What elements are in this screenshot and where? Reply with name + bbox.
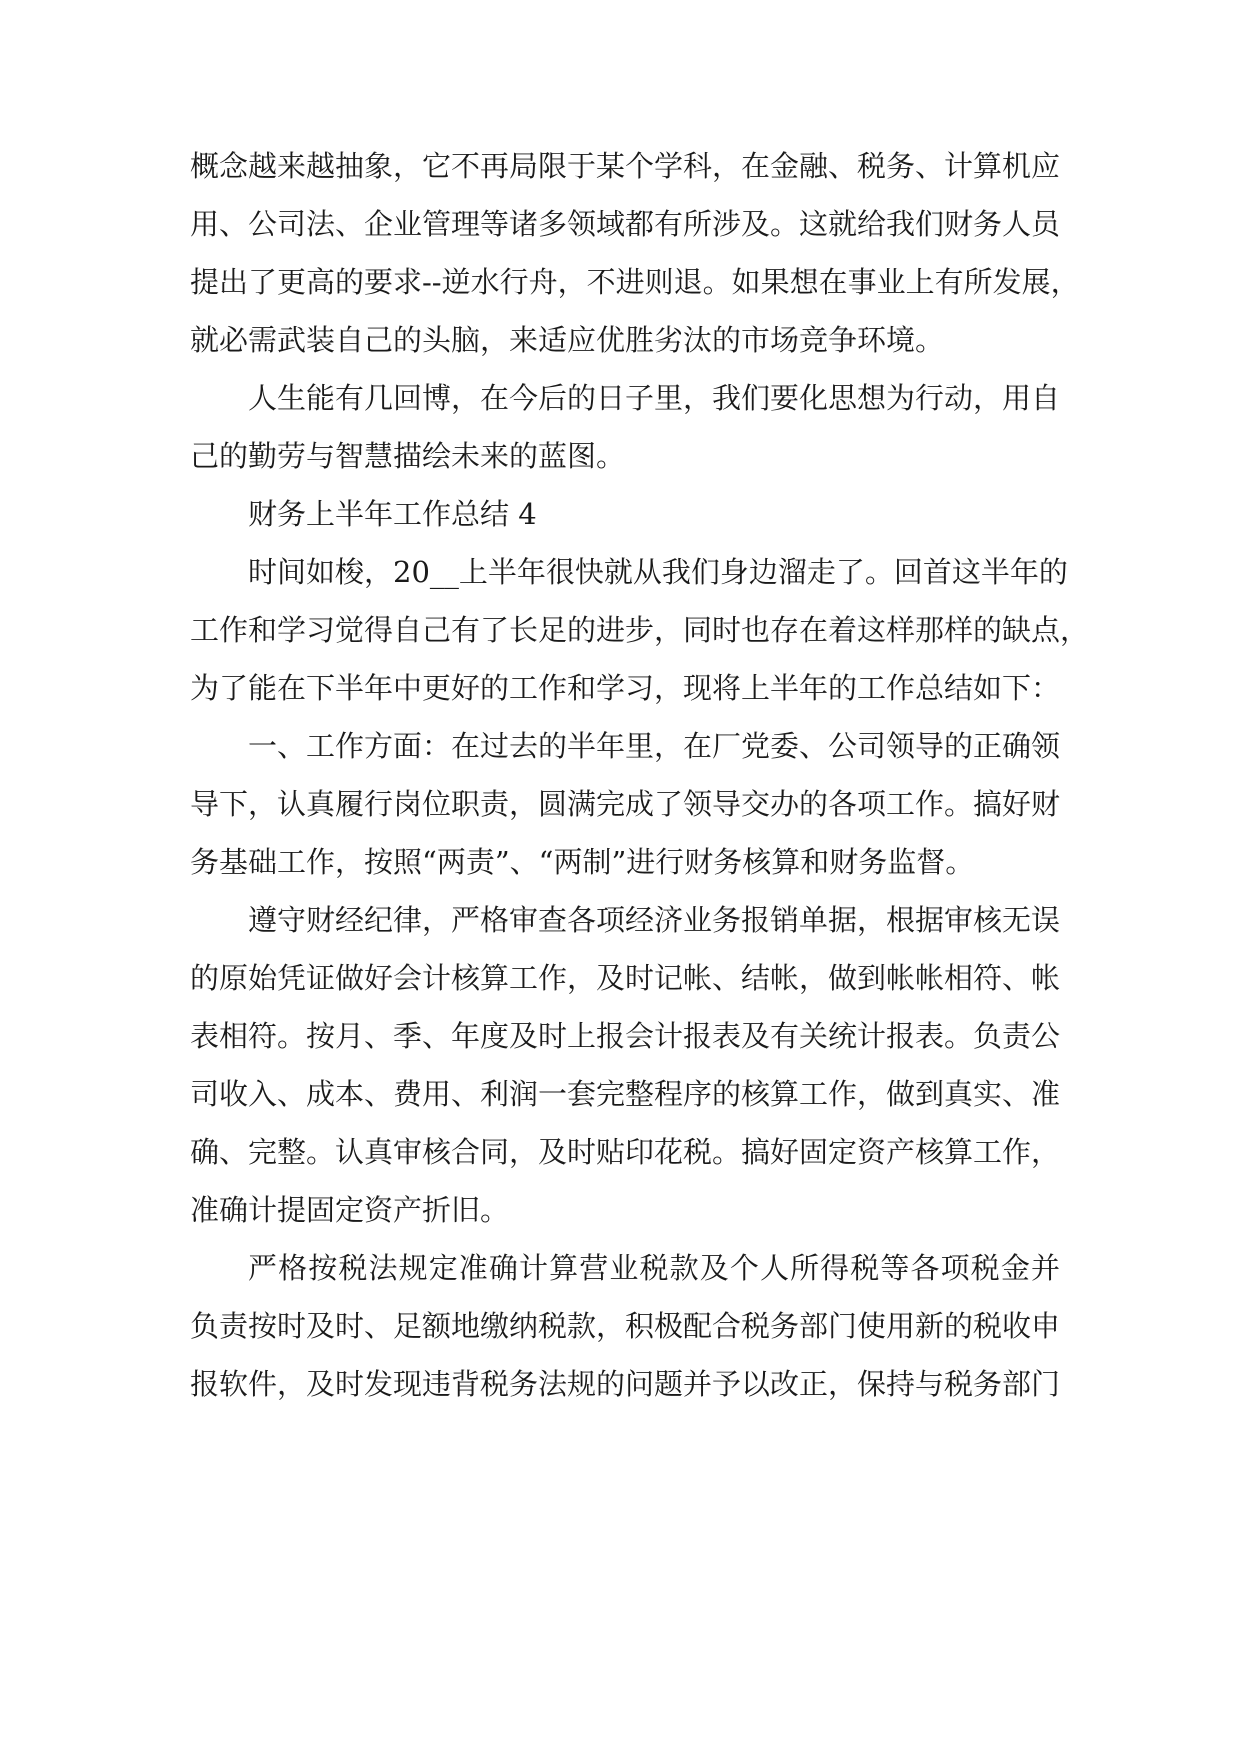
paragraph-block-4	[190, 717, 1060, 891]
text-line: 时间如梭，20__上半年很快就从我们身边溜走了。回首这半年的	[248, 555, 1068, 589]
text-line: 己的勤劳与智慧描绘未来的蓝图。	[190, 439, 626, 473]
text-line: 为了能在下半年中更好的工作和学习，现将上半年的工作总结如下：	[190, 671, 1061, 705]
paragraph-block-3	[190, 543, 1090, 717]
text-line: 务基础工作，按照“两责”、“两制”进行财务核算和财务监督。	[190, 845, 975, 879]
paragraph-block-5	[190, 891, 1060, 1239]
text-line: 表相符。按月、季、年度及时上报会计报表及有关统计报表。负责公	[190, 1019, 1061, 1053]
text-line: 工作和学习觉得自己有了长足的进步，同时也存在着这样那样的缺点，	[190, 613, 1090, 647]
paragraph-block-6	[190, 1239, 1060, 1413]
paragraph-block-2	[190, 369, 1060, 485]
text-line: 提出了更高的要求--逆水行舟，不进则退。如果想在事业上有所发展，	[190, 265, 1080, 299]
text-line: 遵守财经纪律，严格审查各项经济业务报销单据，根据审核无误	[248, 903, 1061, 937]
heading-line: 财务上半年工作总结 4	[248, 497, 537, 531]
text-line: 用、公司法、企业管理等诸多领域都有所涉及。这就给我们财务人员	[190, 207, 1061, 241]
section-heading	[190, 485, 1060, 543]
text-line: 就必需武装自己的头脑，来适应优胜劣汰的市场竞争环境。	[190, 323, 945, 357]
text-line: 负责按时及时、足额地缴纳税款，积极配合税务部门使用新的税收申	[190, 1309, 1061, 1343]
text-line: 确、完整。认真审核合同，及时贴印花税。搞好固定资产核算工作，	[190, 1135, 1061, 1169]
text-line: 的原始凭证做好会计核算工作，及时记帐、结帐，做到帐帐相符、帐	[190, 961, 1061, 995]
text-line: 导下，认真履行岗位职责，圆满完成了领导交办的各项工作。搞好财	[190, 787, 1061, 821]
text-line: 准确计提固定资产折旧。	[190, 1193, 510, 1227]
text-line: 一、工作方面：在过去的半年里，在厂党委、公司领导的正确领	[248, 729, 1061, 763]
text-line: 概念越来越抽象，它不再局限于某个学科，在金融、税务、计算机应	[190, 149, 1061, 183]
text-line: 司收入、成本、费用、利润一套完整程序的核算工作，做到真实、准	[190, 1077, 1061, 1111]
text-line: 严格按税法规定准确计算营业税款及个人所得税等各项税金并	[248, 1251, 1060, 1285]
text-line: 报软件，及时发现违背税务法规的问题并予以改正，保持与税务部门	[190, 1367, 1061, 1401]
text-line: 人生能有几回博，在今后的日子里，我们要化思想为行动，用自	[248, 381, 1061, 415]
paragraph-block-1	[190, 137, 1080, 369]
